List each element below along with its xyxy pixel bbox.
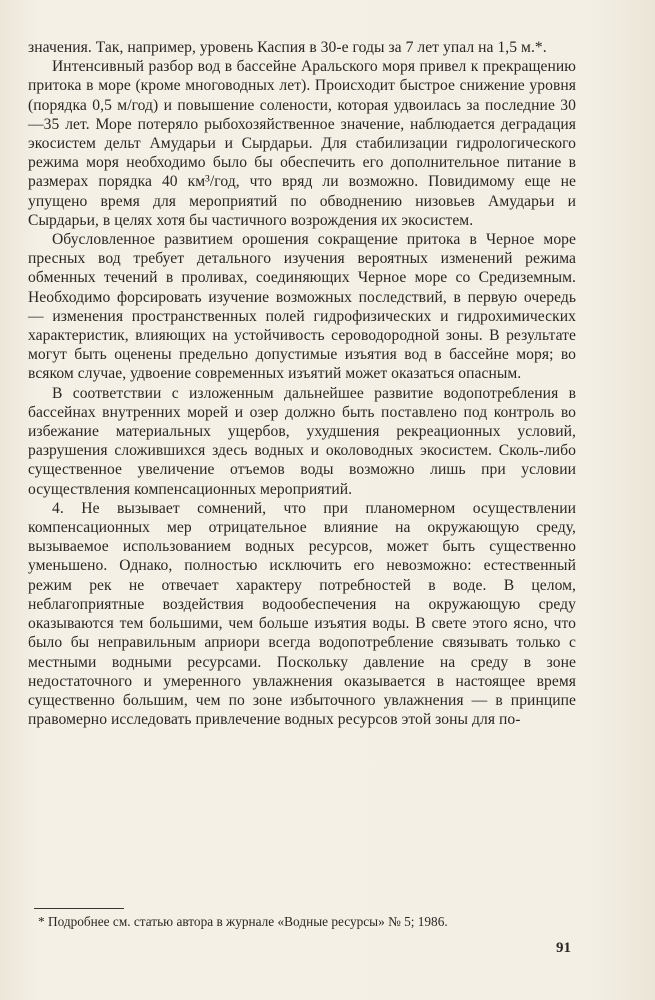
footnote-divider <box>34 908 124 909</box>
paragraph-continuation: значения. Так, например, уровень Каспия в 30-е годы за 7 лет упал на 1,5 м.*. <box>28 39 547 56</box>
page-number: 91 <box>556 940 571 956</box>
paragraph-black-sea: Обусловленное развитием орошения сокращение притока в Черное море пресных вод требует детального изучения вероятных изменений режима обменных течений в проливах, соединяющих Черное море со Средиземным. Необходимо форсировать изучение возможных последствий, в первую очередь — изменения пространственных полей гидрофизических и гидрохимических характеристик, влияющих на устойчивость сероводородной зоны. В результате могут быть оценены предельно допустимые изъятия вод в бассейне моря; во всяком случае, удвоение современных изъятий может оказаться опасным. <box>28 231 576 383</box>
paragraph-point-4: 4. Не вызывает сомнений, что при планомерном осуществлении компенсационных мер отрицательное влияние на окружающую среду, вызываемое использованием водных ресурсов, может быть существенно уменьшено. Однако, полностью исключить его невозможно: естественный режим рек не отвечает характеру потребностей в воде. В целом, неблагоприятные воздействия водообеспечения на окружающую среду оказываются тем большими, чем больше изъятия воды. В свете этого ясно, что было бы неправильным априори всегда водопотребление связывать только с местными водными ресурсами. Поскольку давление на среду в зоне недостаточного и умеренного увлажнения оказывается в настоящее время существенно большим, чем по зоне избыточного увлажнения — в принципе правомерно исследовать привлечение водных ресурсов этой зоны для по- <box>28 499 576 729</box>
footnote: * Подробнее см. статью автора в журнале «Водные ресурсы» № 5; 1986. <box>38 914 448 929</box>
paragraph-water-consumption-control: В соответствии с изложенным дальнейшее развитие водопотребления в бассейнах внутренних морей и озер должно быть поставлено под контроль во избежание материальных ущербов, ухудшения рекреационных условий, разрушения сложившихся здесь водных и околоводных экосистем. Сколь-либо существенное увеличение отъемов воды возможно лишь при условии осуществления компенсационных мероприятий. <box>28 384 576 498</box>
main-text <box>28 38 576 729</box>
paragraph-aral-sea: Интенсивный разбор вод в бассейне Аральского моря привел к прекращению притока в море (кроме многоводных лет). Происходит быстрое снижение уровня (порядка 0,5 м/год) и повышение солености, которая удвоилась за последние 30—35 лет. Море потеряло рыбохозяйственное значение, наблюдается деградация экосистем дельт Амударьи и Сырдарьи. Для стабилизации гидрологического режима моря необходимо было бы обеспечить его дополнительное питание в размерах порядка 40 км³/год, что вряд ли возможно. Повидимому еще не упущено время для мероприятий по обводнению низовьев Амударьи и Сырдарьи, в целях хотя бы частичного возрождения их экосистем. <box>28 58 576 229</box>
